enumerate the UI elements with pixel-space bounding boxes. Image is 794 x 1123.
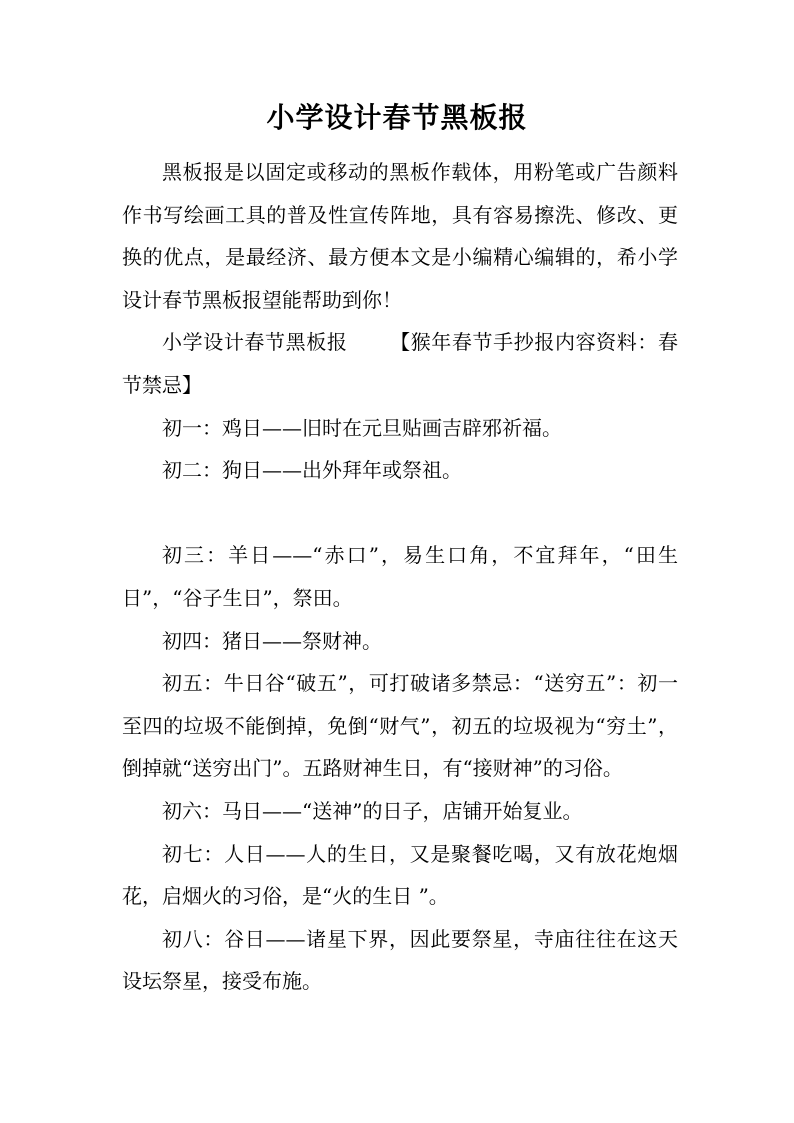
day-1-paragraph: 初一：鸡日——旧时在元旦贴画吉辟邪祈福。 [162, 415, 562, 440]
day-8-paragraph: 初八：谷日——诸星下界，因此要祭星，寺庙往往在这天设坛祭星，接受布施。 [122, 926, 678, 994]
section-heading-paragraph [122, 321, 678, 406]
document-body [122, 151, 678, 1003]
document-title: 小学设计春节黑板报 [266, 101, 528, 134]
section-heading-right: 【猴年春节手抄报内容资料：春节禁忌】 [122, 330, 679, 397]
intro-paragraph: 黑板报是以固定或移动的黑板作载体，用粉笔或广告颜料作书写绘画工具的普及性宣传阵地，具有容易擦洗、修改、更换的优点，是最经济、最方便本文是小编精心编辑的，希小学设计春节黑板报望能帮助到你！ [122, 160, 678, 312]
day-4-paragraph: 初四：猪日——祭财神。 [162, 628, 382, 653]
day-2-paragraph: 初二：狗日——出外拜年或祭祖。 [162, 458, 462, 483]
day-6-paragraph: 初六：马日——“送神”的日子，店铺开始复业。 [162, 798, 583, 823]
blank-line [122, 492, 678, 535]
section-heading-left: 小学设计春节黑板报 [162, 330, 348, 355]
day-5-paragraph: 初五：牛日谷“破五”，可打破诸多禁忌：“送穷五”：初一至四的垃圾不能倒掉，免倒“财气”，初五的垃圾视为“穷土”，倒掉就“送穷出门”。五路财神生日，有“接财神”的习俗。 [122, 671, 678, 781]
day-3-paragraph: 初三：羊日——“赤口”，易生口角，不宜拜年，“田生日”，“谷子生日”，祭田。 [122, 543, 678, 610]
day-7-paragraph: 初七：人日——人的生日，又是聚餐吃喝，又有放花炮烟花，启烟火的习俗，是“火的生日 ”。 [122, 841, 678, 909]
